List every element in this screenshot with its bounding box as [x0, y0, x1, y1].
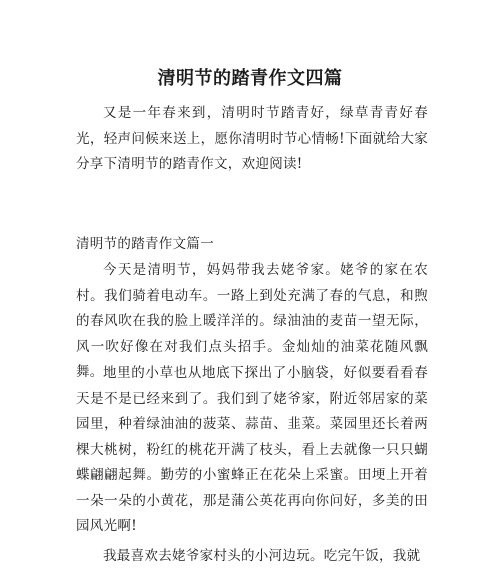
body-paragraph: 我最喜欢去姥爷家村头的小河边玩。吃完午饭，我就 — [103, 548, 421, 564]
section-heading: 清明节的踏青作文篇一 — [76, 236, 214, 252]
body-paragraph: 地里的小草也从地底下探出了小脑袋，好似要看看春天是不是已经来到了。我们到了姥爷家，附近邻居家的菜园里，种着绿油油的菠菜、蒜苗、韭菜。菜园里还长着两棵大桃树，粉红的桃花开满了枝头，看上去就像一只只蝴蝶翩翩起舞。勤劳的小蜜蜂正在花朵上采蜜。田埂上开着一朵一朵的小黄花，那是蒲公英花再向你问好，多美的田园风光啊! — [76, 365, 428, 534]
intro-paragraph: 又是一年春来到，清明时节踏青好，绿草青青好春光，轻声问候来送上，愿你清明时节心情畅!下面就给大家分享下清明节的踏青作文，欢迎阅读! — [76, 105, 428, 172]
body-paragraph: 今天是清明节，妈妈带我去姥爷家。姥爷的家在农村。我们骑着电动车。一路上到处充满了春的气息，和煦的春风吹在我的脸上暖洋洋的。绿油油的麦苗一望无际，风一吹好像在对我们点头招手。金灿灿的油菜花随风飘舞。 — [76, 262, 428, 380]
document-title: 清明节的踏青作文四篇 — [157, 68, 343, 89]
